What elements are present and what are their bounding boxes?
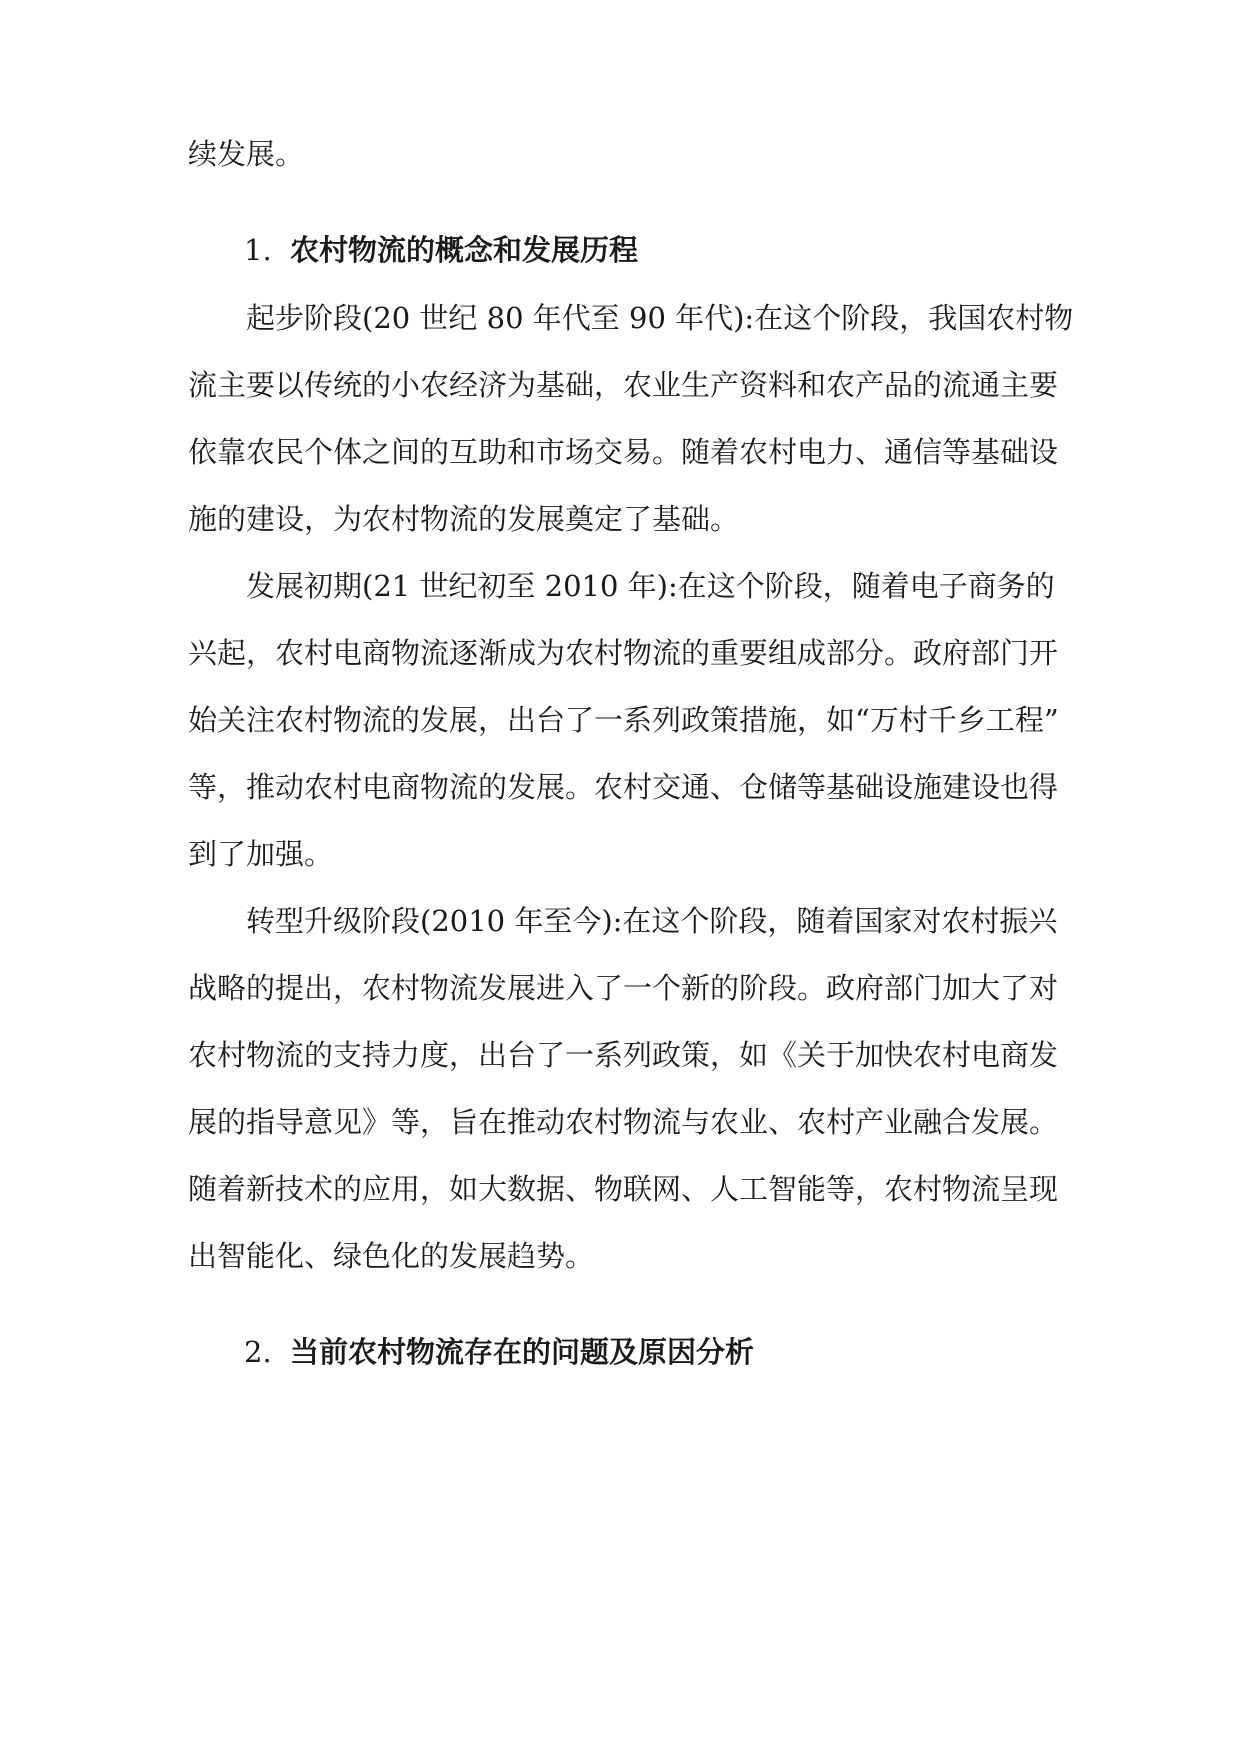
paragraph-line: 兴起，农村电商物流逐渐成为农村物流的重要组成部分。政府部门开 — [188, 636, 1059, 670]
paragraph-line: 施的建设，为农村物流的发展奠定了基础。 — [188, 502, 740, 536]
paragraph-line: 到了加强。 — [188, 837, 334, 871]
paragraph-line: 农村物流的支持力度，出台了一系列政策，如《关于加快农村电商发 — [188, 1038, 1059, 1072]
paragraph-line: 起步阶段(20 世纪 80 年代至 90 年代):在这个阶段，我国农村物 — [246, 301, 1074, 335]
paragraph-line: 发展初期(21 世纪初至 2010 年):在这个阶段，随着电子商务的 — [246, 569, 1055, 603]
paragraph-line: 展的指导意见》等，旨在推动农村物流与农业、农村产业融合发展。 — [188, 1105, 1059, 1139]
paragraph-line: 转型升级阶段(2010 年至今):在这个阶段，随着国家对农村振兴 — [246, 904, 1058, 938]
paragraph-line: 随着新技术的应用，如大数据、物联网、人工智能等，农村物流呈现 — [188, 1172, 1059, 1206]
section-title: 农村物流的概念和发展历程 — [290, 233, 639, 267]
paragraph-line: 战略的提出，农村物流发展进入了一个新的阶段。政府部门加大了对 — [188, 971, 1059, 1005]
paragraph-line: 始关注农村物流的发展，出台了一系列政策措施，如“万村千乡工程” — [188, 703, 1059, 737]
paragraph-line: 等，推动农村电商物流的发展。农村交通、仓储等基础设施建设也得 — [188, 770, 1059, 804]
continuation-text: 续发展。 — [188, 137, 305, 171]
section-number: 1. — [244, 233, 272, 267]
section-heading-1 — [244, 230, 638, 270]
section-number: 2. — [244, 1335, 272, 1369]
section-heading-2 — [244, 1332, 754, 1372]
section-title: 当前农村物流存在的问题及原因分析 — [290, 1335, 755, 1369]
paragraph-line: 依靠农民个体之间的互助和市场交易。随着农村电力、通信等基础设 — [188, 435, 1059, 469]
paragraph-line: 流主要以传统的小农经济为基础，农业生产资料和农产品的流通主要 — [188, 368, 1059, 402]
paragraph-line: 出智能化、绿色化的发展趋势。 — [188, 1239, 595, 1273]
